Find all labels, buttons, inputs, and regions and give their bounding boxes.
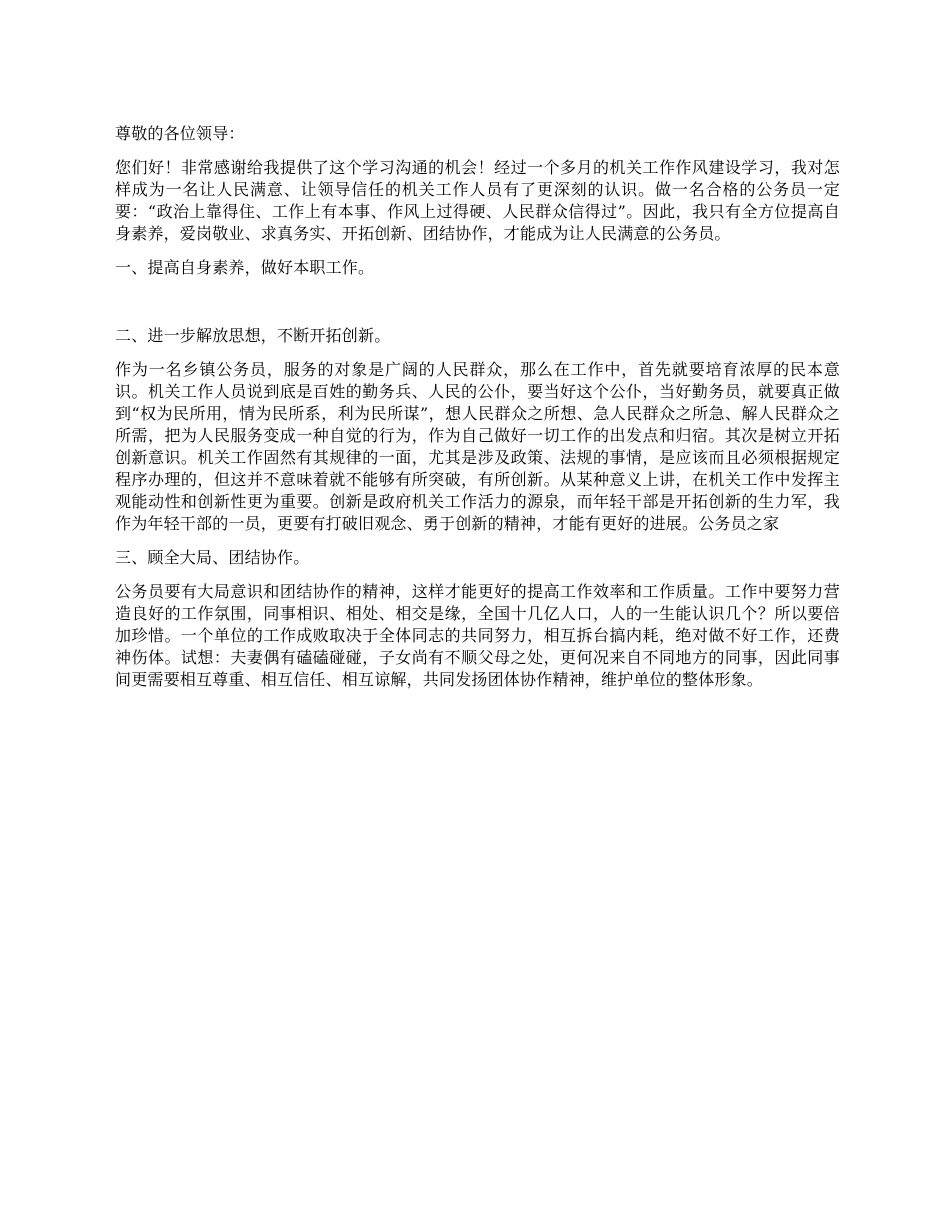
section-3-paragraph: 公务员要有大局意识和团结协作的精神，这样才能更好的提高工作效率和工作质量。工作中要努力营造良好的工作氛围，同事相识、相处、相交是缘，全国十几亿人口，人的一生能认识几个？所以要倍加珍惜。一个单位的工作成败取决于全体同志的共同努力，相互拆台搞内耗，绝对做不好工作，还费神伤体。试想：夫妻偶有磕磕碰碰，子女尚有不顺父母之处，更何况来自不同地方的同事，因此同事间更需要相互尊重、相互信任、相互谅解，共同发扬团体协作精神，维护单位的整体形象。 — [115, 582, 840, 689]
section-3-heading: 三、顾全大局、团结协作。 — [115, 548, 310, 567]
section-2-paragraph: 作为一名乡镇公务员，服务的对象是广阔的人民群众，那么在工作中，首先就要培育浓厚的民本意识。机关工作人员说到底是百姓的勤务兵、人民的公仆，要当好这个公仆，当好勤务员，就要真正做到“权为民所用，情为民所系，利为民所谋”，想人民群众之所想、急人民群众之所急、解人民群众之所需，把为人民服务变成一种自觉的行为，作为自己做好一切工作的出发点和归宿。其次是树立开拓创新意识。机关工作固然有其规律的一面，尤其是涉及政策、法规的事情，是应该而且必须根据规定程序办理的，但这并不意味着就不能够有所突破，有所创新。从某种意义上讲，在机关工作中发挥主观能动性和创新性更为重要。创新是政府机关工作活力的源泉，而年轻干部是开拓创新的生力军，我作为年轻干部的一员，更要有打破旧观念、勇于创新的精神，才能有更好的进展。公务员之家 — [115, 360, 840, 533]
document-page — [115, 123, 840, 691]
greeting-line: 尊敬的各位领导： — [115, 124, 245, 143]
intro-paragraph: 您们好！非常感谢给我提供了这个学习沟通的机会！经过一个多月的机关工作作风建设学习，我对怎样成为一名让人民满意、让领导信任的机关工作人员有了更深刻的认识。做一名合格的公务员一定要：“政治上靠得住、工作上有本事、作风上过得硬、人民群众信得过”。因此，我只有全方位提高自身素养，爱岗敬业、求真务实、开拓创新、团结协作，才能成为让人民满意的公务员。 — [115, 158, 840, 243]
section-1-heading: 一、提高自身素养，做好本职工作。 — [115, 258, 375, 277]
section-2-heading: 二、进一步解放思想，不断开拓创新。 — [115, 326, 391, 345]
